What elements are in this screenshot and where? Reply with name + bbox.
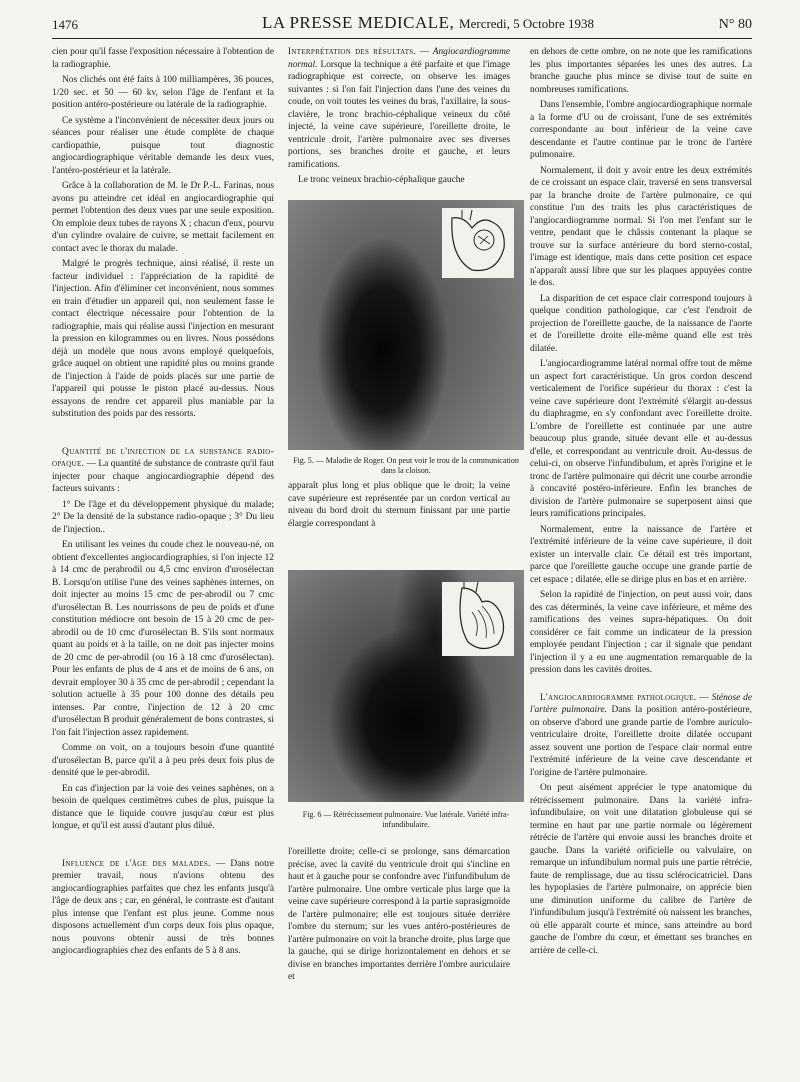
paragraph: Malgré le progrès technique, ainsi réalisé, il reste un facteur individuel : l'appréciation de la rapidité de l'injection. Afin d'éliminer cet inconvénient, nous sommes en train d'étudier un appareil qui, non seulement fasse le contact électrique nécessaire pour l'obtention de la radiographie, mais qui réalise aussi l'injection en mesurant la pression en kilogrammes ou en livres. Nous possédons déjà un modèle que nous avons employé quelquefois, grâce auquel on obtient une rapidité plus ou moins grande de l'injection à l'aide de poids placés sur une partie de l'appareil qui pousse le piston placé au-dessus. Nous essayons de rendre cet appareil plus maniable par la substitution des poids par des ressorts. — [52, 259, 274, 419]
page-number: 1476 — [52, 17, 78, 32]
paragraph: 1° De l'âge et du développement physique du malade; 2° De la densité de la substance radio-opaque ; 3° Du lieu de l'injection.. — [52, 499, 274, 535]
section-paragraph: L'angiocardiogramme pathologique. — Sténose de l'artère pulmonaire. Dans la position antéro-postérieure, on observe d'abord une grande partie de l'ombre auriculo-ventriculaire droite, l'oreillette droite dilatée occupant assez souvent une portion de l'espace clair normal entre l'extrémité inférieure de la veine cave descendante et l'origine de l'artère pulmonaire. — [530, 692, 752, 778]
subheading-normal: Angiocardiogramme normal. — [288, 47, 510, 70]
paragraph: L'angiocardiogramme latéral normal offre tout de même un aspect fort caractéristique. Un gros cordon descend verticalement de l'orifice supérieur du thorax : c'est la veine cave supérieure dont l'extrémité s'élargit au-dessus du diaphragme, en s'y confondant avec l'oreillette droite. L'ombre de l'oreillette est continuée par une autre beaucoup plus grande, située devant elle et au-dessus d'elle, et correspondant au ventricule droit. Au-dessus de celui-ci, on observe l'infundibulum, et après l'origine et le tronc de l'artère pulmonaire qui décrit une courbe arrondie à concavité postéro-inférieure. Enfin les branches de division de l'artère pulmonaire se superposent ainsi que leurs ramifications principales. — [530, 359, 752, 519]
column-right — [530, 46, 752, 960]
paragraph: On peut aisément apprécier le type anatomique du rétrécissement pulmonaire. Dans la variété infra-infundibulaire, on voit une dilatation globuleuse qui se termine en haut par une partie normale ou légèrement rétrécie de l'artère qui envoie aussi les branches droite et gauche. Dans la variété orificielle ou valvulaire, on remarque un infundibulum normal puis une partie rétrécie, faute de remplissage, due au tissu sclérocicatriciel. Dans les hypoplasies de l'artère pulmonaire, on apprécie bien une diminution uniforme du calibre de l'artère de l'infundibulum jusqu'à l'extrémité où naissent les branches, où elle apparaît courte et mince, sans atteindre au bord gauche de l'ombre du cœur, et émettant ses branches en arrière de celle-ci. — [530, 783, 752, 956]
page-header — [52, 12, 752, 39]
issue-date: Mercredi, 5 Octobre 1938 — [459, 16, 595, 31]
section-paragraph: Influence de l'âge des malades. — Dans notre premier travail, nous n'avions obtenu des angiocardiographies parfaites que chez les enfants jusqu'à l'âge de deux ans ; car, en général, le contraste est d'autant plus intense que l'enfant est plus jeune. Comme nous disposons actuellement d'un corps deux fois plus opaque, nous pouvons obtenir aussi de très bonnes angiocardiographies chez des enfants de 5 à 8 ans. — [52, 858, 275, 956]
paragraph: Nos clichés ont été faits à 100 milliampères, 36 pouces, 1/20 sec. et 50 — 60 kv, selon l'âge de l'enfant et la position antéro-postérieure ou latérale de la radiographie. — [52, 75, 274, 110]
column-left — [52, 46, 274, 961]
column-middle-bottom — [288, 846, 510, 987]
section-heading-quantite: Quantité de l'injection de la substance radio-opaque. — [52, 446, 274, 469]
paragraph: cien pour qu'il fasse l'exposition nécessaire à l'obtention de la radiographie. — [52, 47, 274, 70]
paragraph: Le tronc veineux brachio-céphalique gauche — [298, 175, 465, 185]
section-heading-interpretation: Interprétation des résultats. — [288, 47, 417, 57]
paragraph: Dans l'ensemble, l'ombre angiocardiographique normale a la forme d'U ou de croissant, l'une de ses extrémités correspondante au bout inférieur de la veine cave descendante et l'autre continue par le tronc de l'artère pulmonaire. — [530, 100, 752, 160]
paragraph: l'oreillette droite; celle-ci se prolonge, sans démarcation précise, avec la cavité du ventricule droit qui s'incline en haut et à gauche pour se confondre avec l'infundibulum de l'artère pulmonaire. Une ombre verticale plus large que la veine cave supérieure correspond à la partie suprasigmoïde de l'artère pulmonaire; elle est toujours située derrière l'ombre du sternum; sur les vues antéro-postérieures de l'artère pulmonaire on voit la branche droite, plus large que la gauche, qui se dirige horizontalement en dehors et se divise en branches importantes derrière l'ombre auriculaire et — [288, 847, 510, 982]
section-heading-pathologique: L'angiocardiogramme pathologique. — [540, 692, 697, 703]
paragraph: En cas d'injection par la voie des veines saphènes, on a besoin de quelques centimètres cubes de plus, puisque la distance que le liquide couvre jusqu'au cœur est plus longue, et qu'il est aussi d'autant plus dilué. — [52, 783, 274, 831]
journal-title — [262, 12, 594, 35]
column-middle-top — [288, 46, 510, 190]
figure-6-caption: Fig. 6 — Rétrécissement pulmonaire. Vue latérale. Variété infra-infundibulaire. — [302, 810, 510, 829]
paragraph: Normalement, entre la naissance de l'artère et l'extrémité inférieure de la veine cave supérieure, il doit exister un intervalle clair. Ce détail est très important, parce que l'oreillette gauche occupe une grande partie de cet espace ; dilatée, elle se dirige plus en bas et en arrière. — [530, 524, 752, 585]
heart-diagram-inset — [442, 582, 514, 656]
heart-diagram-inset — [442, 208, 514, 278]
paragraph: Selon la rapidité de l'injection, on peut aussi voir, dans des cas déterminés, la veine cave inférieure, et même des ramifications des veines supra-hépatiques. On doit considérer ce fait comme un indicateur de la pression employée pendant l'injection ; car il signale que pendant l'injection il y a eu une augmentation remarquable de la pression dans les cavités droites. — [530, 590, 752, 675]
paragraph: Grâce à la collaboration de M. le Dr P.-L. Farinas, nous avons pu atteindre cet idéal en angiocardiographie qui permet l'obtention des deux vues par une seule exposition. On emploie deux tubes de rayons X ; chacun d'eux, pourvu d'un cylindre ovalaire de cuivre, se mettait facilement en contact avec le thorax du malade. — [52, 181, 274, 254]
paragraph: apparaît plus long et plus oblique que le droit; la veine cave supérieure est représentée par un cordon vertical au niveau du bord droit du sternum finissant par une partie élargie correspondant à — [288, 481, 510, 529]
subheading-stenose: Sténose de l'artère pulmonaire. — [530, 692, 752, 715]
paragraph: Normalement, il doit y avoir entre les deux extrémités de ce croissant un espace clair, traversé en sens transversal par la branche droite de l'artère pulmonaire, ce qui constitue l'un des traits les plus caractéristiques de l'angiocardiogramme normal. Si l'on met l'enfant sur le ventre, pendant que le châssis contenant la plaque se trouve sur la surface antérieure du bord sterno-costal, l'image est identique, mais dans cette position cet espace n'apparaît aussi libre que sur les plaques appuyées contre le dos. — [530, 165, 752, 288]
paragraph: Ce système a l'inconvénient de nécessiter deux jours ou séances pour réaliser une étude complète de chaque cardiopathie, puisque tout diagnostic angiocardiographique véritable demande les deux vues, l'antéro-postérieur et la latérale. — [52, 115, 274, 176]
column-middle-mid — [288, 480, 510, 533]
paragraph: La disparition de cet espace clair correspond toujours à quelque condition pathologique, car c'est l'endroit de projection de l'oreillette gauche, de la naissance de l'aorte et de l'oreillette droite elle-même quand elle est très dilatée. — [530, 293, 752, 354]
paragraph: Comme on voit, on a toujours besoin d'une quantité d'urosélectan B, parce qu'il a à peu près deux fois plus de densité que le per-abrodil. — [52, 743, 274, 778]
figure-6-xray — [288, 570, 524, 802]
figure-5-xray — [288, 200, 524, 450]
paragraph: en dehors de cette ombre, on ne note que les ramifications les plus importantes séparées les unes des autres. La branche gauche plus mince se divise tout de suite en nombreuses ramifications. — [530, 47, 752, 95]
figure-5-caption: Fig. 5. — Maladie de Roger. On peut voir le trou de la communication dans la cloison. — [293, 456, 519, 475]
section-heading-influence: Influence de l'âge des malades. — [62, 858, 211, 869]
issue-number: N° 80 — [718, 17, 752, 32]
paragraph: En utilisant les veines du coude chez le nouveau-né, on obtient d'excellentes angiocardiographies, si l'on injecte 12 à 14 cmc de perabrodil ou 4,5 cmc environ d'urosélectan B. Lorsqu'on utilise l'une des veines saphènes internes, on doit injecter au moins 15 cmc de per-abrodil ou 7 cmc d'urosélectan B. Les nourrissons de peu de poids et d'une constitution médiocre ont besoin de 15 à 20 cmc de per-abrodil ou de 10 cmc d'urosélectan B. S'ils sont normaux quant au poids et à la taille, on ne doit pas injecter moins de 20 cmc de per-abrodil (ou 16 à 18 cmc d'urosélectan). Pour les enfants de plus de 4 ans et de moins de 6 ans, on devrait employer 30 à 35 cmc de per-abrodil ; cependant la solution actuelle à 35 pour 100 donne des détails peu intenses. Par contre, l'injection de 12 à 20 cmc d'urosélectan B produit généralement de bons contrastes, si l'on fait l'injection assez rapidement. — [52, 540, 274, 738]
section-paragraph: Quantité de l'injection de la substance radio-opaque. — La quantité de substance de contraste qu'il faut injecter pour chaque angiocardiographie dépend des facteurs suivants : — [52, 446, 274, 494]
section-paragraph: Interprétation des résultats. — Angiocardiogramme normal. Lorsque la technique a été parfaite et que l'image radiographique est correcte, on observe les images suivantes : si l'on fait l'injection dans l'une des veines du coude, on voit toutes les veines du bras, l'axillaire, la sous-clavière, le tronc brachio-céphalique veineux du côté injecté, la veine cave supérieure, l'oreillette droite, le ventricule droit, l'artère pulmonaire avec ses diverses portions, ses branches droite et gauche, et leurs ramifications. — [288, 47, 510, 170]
journal-name: LA PRESSE MEDICALE, — [262, 13, 455, 32]
